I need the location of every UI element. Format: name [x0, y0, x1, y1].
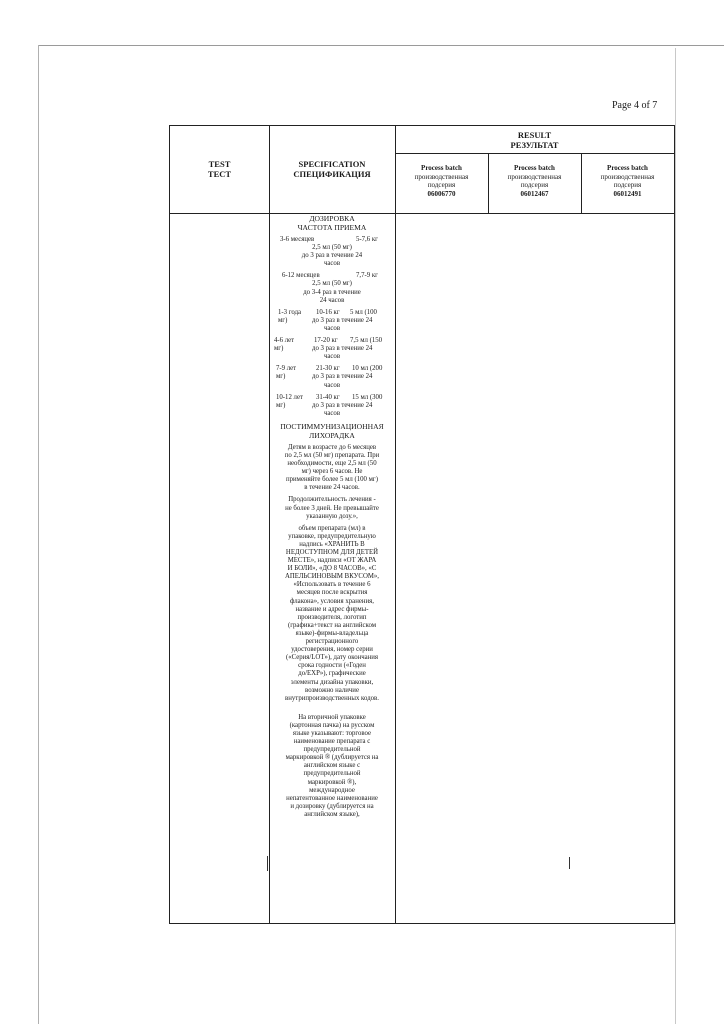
dosing-row-dose: 2,5 мл (50 мг) [312, 244, 352, 252]
dosing-row-dose: 2,5 мл (50 мг) [312, 280, 352, 288]
dosing-row: 1-3 года 10-16 кг 5 мл (100 [278, 308, 377, 316]
page-number: Page 4 of 7 [612, 100, 658, 111]
dosing-row-frequency: до 3 раз в течение 24 [301, 252, 363, 260]
scan-edge-right [675, 48, 676, 1024]
dosing-row-frequency-end: часов [323, 324, 341, 332]
dosing-row: 7-9 лет 21-30 кг 10 мл (200 [276, 365, 383, 373]
dosing-row: 3-6 месяцев 5-7,6 кг [280, 236, 378, 243]
specification-text [270, 214, 394, 819]
package-volume-text: объем препарата (мл) в упаковке, предупредительную надпись «ХРАНИТЬ В НЕДОСТУПНОМ ДЛЯ ДЕТЕЙ МЕСТЕ», надписи «ОТ ЖАРА И БОЛИ», «ДО 8 ЧАСОВ», «С АПЕЛЬСИНОВЫМ ВКУСОМ», «Использовать в течение 6 месяцев после вскрытия флакона», условия хранения, название и адрес фирмы- производителя, логотип (графика+текст на английском языке)-фирмы-владельца регистрационного удостоверения, номер серии («Серия/LOT»), дату окончания срока годности («Годен до/EXP»), графические элементы дизайна упаковки, возможно наличие внутрипроизводственных кодов. [284, 524, 379, 702]
dosing-row: 10-12 лет 31-40 кг 15 мл (300 [276, 393, 383, 401]
scan-mark-left [267, 856, 268, 871]
dosing-row-frequency: до 3-4 раз в течение [303, 288, 361, 296]
result-subheader-rule [395, 153, 674, 154]
test-header: TEST ТЕСТ [207, 159, 232, 179]
batch-cell-3: Process batch производственная подсерия 06012491 [600, 164, 655, 198]
dosing-row-unit: мг) до 3 раз в течение 24 [274, 345, 373, 353]
batch-cell-2: Process batch производственная подсерия 06012467 [507, 164, 562, 198]
dosing-title: ДОЗИРОВКА ЧАСТОТА ПРИЕМА [297, 214, 367, 232]
col-divider-spec [395, 126, 396, 923]
result-header: RESULT РЕЗУЛЬТАТ [510, 130, 559, 150]
treatment-duration-text: Продолжительность лечения - не более 3 дней. Не превышайте указанную дозу.», [285, 496, 379, 520]
dosing-row-frequency-end: часов [323, 353, 341, 361]
dosing-row-unit: мг) до 3 раз в течение 24 [278, 316, 373, 324]
scan-mark-right [569, 857, 570, 869]
scan-edge-left [38, 45, 39, 1024]
post-immunization-title: ПОСТИММУНИЗАЦИОННАЯ ЛИХОРАДКА [280, 421, 384, 440]
dosing-row-frequency-end: 24 часов [319, 296, 345, 304]
result-table [169, 125, 675, 924]
dosing-row-unit: мг) до 3 раз в течение 24 [276, 401, 373, 409]
dosing-row: 6-12 месяцев 7,7-9 кг [282, 272, 378, 280]
dosing-row: 4-6 лет 17-20 кг 7,5 мл (150 [274, 337, 383, 345]
post-immunization-text: Детям в возрасте до 6 месяцев по 2,5 мл (50 мг) препарата. При необходимости, еще 2,5 мл (50 мг) через 6 часов. Не применяйте более 5 мл (100 мг) в течение 24 часов. [284, 443, 380, 492]
spec-header: SPECIFICATION СПЕЦИФИКАЦИЯ [293, 159, 371, 179]
header-bottom-rule [170, 213, 674, 214]
scan-edge-top [38, 45, 724, 46]
dosing-row-frequency-end: часов [323, 381, 341, 389]
dosing-row-frequency-end: часов [323, 409, 341, 417]
batch-cell-1: Process batch производственная подсерия 06006770 [414, 164, 469, 198]
secondary-package-text: На вторичной упаковке (картонная пачка) на русском языке указывают: торговое наименование препарата с предупредительной маркировкой ® (дублируется на английском языке с предупредительной маркировкой ®), международное непатентованное наименование и дозировку (дублируется на английском языке), [285, 713, 379, 818]
dosing-row-frequency-end: часов [323, 260, 341, 268]
dosing-row-unit: мг) до 3 раз в течение 24 [276, 373, 373, 381]
